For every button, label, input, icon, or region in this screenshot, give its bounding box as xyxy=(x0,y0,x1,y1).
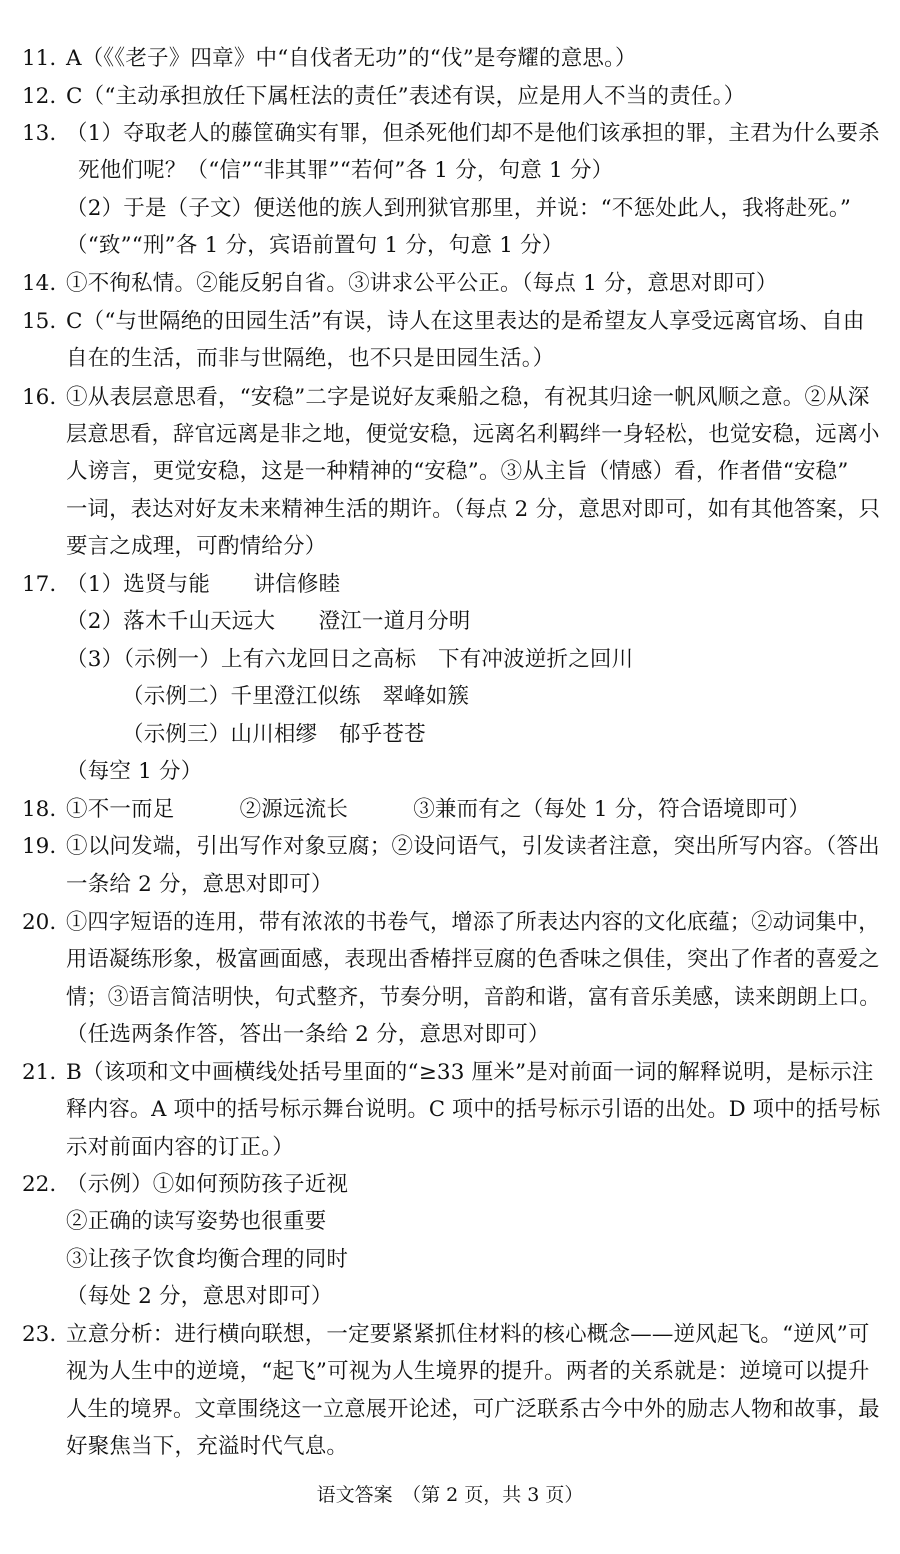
item-number: 23. xyxy=(22,1322,57,1347)
answer-line: （每处 2 分，意思对即可） xyxy=(66,1284,333,1309)
answer-line: （“致”“刑”各 1 分，宾语前置句 1 分，句意 1 分） xyxy=(66,233,564,258)
answer-line: ①不一而足 ②源远流长 ③兼而有之（每处 1 分，符合语境即可） xyxy=(66,797,811,822)
answer-line: （示例）①如何预防孩子近视 xyxy=(66,1172,349,1197)
answer-line: （2）于是（子文）便送他的族人到刑狱官那里，并说：“不惩处此人，我将赴死。” xyxy=(66,196,852,221)
item-number: 22. xyxy=(22,1172,57,1197)
item-number: 15. xyxy=(22,309,57,334)
answer-line: C（“与世隔绝的田园生活”有误，诗人在这里表达的是希望友人享受远离官场、自由 xyxy=(66,309,865,334)
answer-line: 要言之成理，可酌情给分） xyxy=(66,534,327,559)
item-number: 16. xyxy=(22,385,57,410)
answer-line: 好聚焦当下，充溢时代气息。 xyxy=(66,1434,349,1459)
answer-line: 立意分析：进行横向联想，一定要紧紧抓住材料的核心概念——逆风起飞。“逆风”可 xyxy=(66,1322,870,1347)
answer-line: （每空 1 分） xyxy=(66,759,203,784)
answer-line: 释内容。A 项中的括号标示舞台说明。C 项中的括号标示引语的出处。D 项中的括号标 xyxy=(66,1097,881,1122)
item-number: 14. xyxy=(22,271,57,296)
answer-line: 用语凝练形象，极富画面感，表现出香椿拌豆腐的色香味之俱佳，突出了作者的喜爱之 xyxy=(66,947,880,972)
answer-line: B（该项和文中画横线处括号里面的“≥33 厘米”是对前面一词的解释说明，是标示注 xyxy=(66,1060,874,1085)
answer-line: 一条给 2 分，意思对即可） xyxy=(66,872,333,897)
answer-line: 死他们呢？（“信”“非其罪”“若何”各 1 分，句意 1 分） xyxy=(78,158,614,183)
answer-line: （任选两条作答，答出一条给 2 分，意思对即可） xyxy=(66,1022,550,1047)
answer-line: （示例二）千里澄江似练 翠峰如簇 xyxy=(122,684,470,709)
item-number: 21. xyxy=(22,1060,57,1085)
answer-line: （2）落木千山天远大 澄江一道月分明 xyxy=(66,609,471,634)
answer-line: ①四字短语的连用，带有浓浓的书卷气，增添了所表达内容的文化底蕴；②动词集中， xyxy=(66,910,880,935)
answer-line: ③让孩子饮食均衡合理的同时 xyxy=(66,1247,349,1272)
page-footer: 语文答案 （第 2 页，共 3 页） xyxy=(316,1484,584,1506)
answer-line: 一词，表达对好友未来精神生活的期许。（每点 2 分，意思对即可，如有其他答案，只 xyxy=(66,497,881,522)
answer-line: 自在的生活，而非与世隔绝，也不只是田园生活。） xyxy=(66,346,555,371)
answer-line: 视为人生中的逆境，“起飞”可视为人生境界的提升。两者的关系就是：逆境可以提升 xyxy=(66,1359,870,1384)
answer-line: C（“主动承担放任下属枉法的责任”表述有误，应是用人不当的责任。） xyxy=(66,84,746,109)
item-number: 11. xyxy=(22,46,57,71)
answer-line: ①不徇私情。②能反躬自省。③讲求公平公正。（每点 1 分，意思对即可） xyxy=(66,271,778,296)
answer-line: 人谤言，更觉安稳，这是一种精神的“安稳”。③从主旨（情感）看，作者借“安稳” xyxy=(66,459,849,484)
item-number: 20. xyxy=(22,910,57,935)
answer-line: ②正确的读写姿势也很重要 xyxy=(66,1209,327,1234)
answer-line: 情；③语言简洁明快，句式整齐，节奏分明，音韵和谐，富有音乐美感，读来朗朗上口。 xyxy=(66,985,881,1010)
answer-line: 示对前面内容的订正。） xyxy=(66,1135,294,1160)
answer-line: ①以问发端，引出写作对象豆腐；②设问语气，引发读者注意，突出所写内容。（答出 xyxy=(66,834,880,859)
answer-line: 人生的境界。文章围绕这一立意展开论述，可广泛联系古今中外的励志人物和故事，最 xyxy=(66,1397,880,1422)
answer-line: 层意思看，辞官远离是非之地，便觉安稳，远离名利羁绊一身轻松，也觉安稳，远离小 xyxy=(66,422,880,447)
item-number: 19. xyxy=(22,834,57,859)
answer-line: （示例三）山川相缪 郁乎苍苍 xyxy=(122,722,426,747)
item-number: 18. xyxy=(22,797,57,822)
answer-line: ①从表层意思看，“安稳”二字是说好友乘船之稳，有祝其归途一帆风顺之意。②从深 xyxy=(66,385,870,410)
item-number: 17. xyxy=(22,572,57,597)
answer-line: （3）（示例一）上有六龙回日之高标 下有冲波逆折之回川 xyxy=(66,647,634,672)
answer-line: A（《《老子》四章》中“自伐者无功”的“伐”是夸耀的意思。） xyxy=(66,46,637,71)
answer-line: （1）夺取老人的藤筐确实有罪，但杀死他们却不是他们该承担的罪，主君为什么要杀 xyxy=(66,121,880,146)
answer-line: （1）选贤与能 讲信修睦 xyxy=(66,572,341,597)
item-number: 12. xyxy=(22,84,57,109)
item-number: 13. xyxy=(22,121,57,146)
